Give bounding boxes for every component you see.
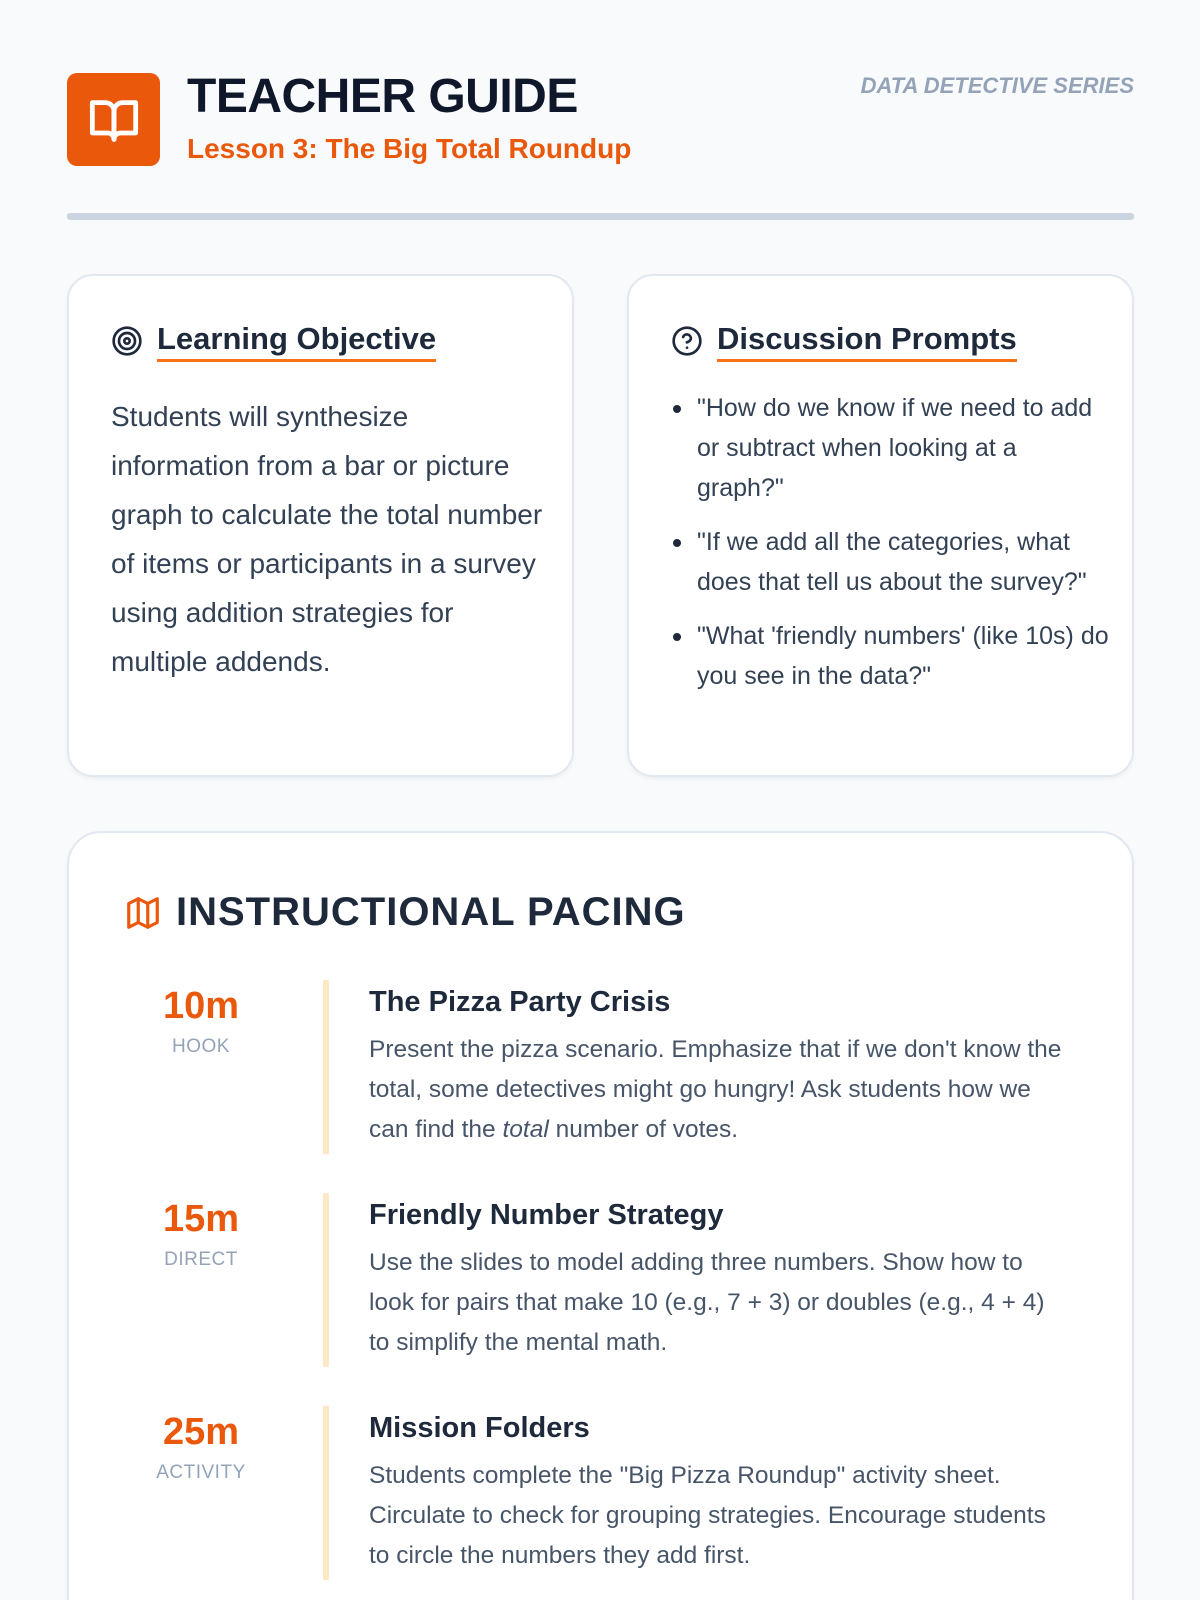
lesson-subtitle: Lesson 3: The Big Total Roundup bbox=[187, 133, 632, 164]
pacing-phase: DIRECT bbox=[164, 1249, 238, 1270]
discussion-prompts-title: Discussion Prompts bbox=[717, 320, 1017, 362]
pacing-phase: ACTIVITY bbox=[156, 1462, 246, 1483]
pacing-step-title: Friendly Number Strategy bbox=[369, 1199, 724, 1231]
pacing-divider bbox=[323, 1406, 329, 1580]
pacing-step-title: The Pizza Party Crisis bbox=[369, 986, 671, 1018]
description-emphasis: total bbox=[502, 1116, 549, 1143]
pacing-phase: HOOK bbox=[172, 1036, 230, 1057]
pacing-minutes: 10m bbox=[162, 985, 240, 1027]
pacing-step-title: Mission Folders bbox=[369, 1412, 590, 1444]
pacing-divider bbox=[323, 1193, 329, 1367]
pacing-step-activity bbox=[69, 1406, 1136, 1582]
discussion-prompts-card bbox=[627, 274, 1134, 777]
description-text: Present the pizza scenario. Emphasize that if we don't know the total, some detectives might go hungry! Ask students how we can find the bbox=[369, 1036, 1062, 1143]
pacing-divider bbox=[323, 980, 329, 1154]
pacing-time bbox=[121, 1197, 281, 1271]
instructional-pacing-title: INSTRUCTIONAL PACING bbox=[176, 890, 686, 934]
pacing-step-hook bbox=[69, 980, 1136, 1156]
map-icon bbox=[124, 894, 162, 932]
pacing-content bbox=[369, 1197, 1069, 1363]
open-book-icon bbox=[88, 94, 140, 146]
discussion-prompts-list bbox=[669, 388, 1109, 710]
pacing-time bbox=[121, 984, 281, 1058]
target-icon bbox=[111, 325, 143, 357]
prompt-item: "How do we know if we need to add or subtract when looking at a graph?" bbox=[669, 388, 1109, 508]
learning-objective-card bbox=[67, 274, 574, 777]
header-divider bbox=[67, 213, 1134, 220]
pacing-minutes: 15m bbox=[162, 1198, 240, 1240]
pacing-step-description bbox=[369, 1030, 1069, 1150]
pacing-content bbox=[369, 1410, 1069, 1576]
pacing-time bbox=[121, 1410, 281, 1484]
pacing-step-description: Use the slides to model adding three numbers. Show how to look for pairs that make 10 (e.g., 7 + 3) or doubles (e.g., 4 + 4) to simplify the mental math. bbox=[369, 1249, 1045, 1356]
learning-objective-text: Students will synthesize information from a bar or picture graph to calculate the total number of items or participants in a survey using addition strategies for multiple addends. bbox=[111, 401, 543, 677]
learning-objective-title: Learning Objective bbox=[157, 320, 436, 362]
pacing-step-direct bbox=[69, 1193, 1136, 1369]
prompt-item: "If we add all the categories, what does that tell us about the survey?" bbox=[669, 522, 1109, 602]
series-label: DATA DETECTIVE SERIES bbox=[860, 73, 1134, 98]
discussion-prompts-heading bbox=[671, 320, 1017, 362]
description-text: number of votes. bbox=[548, 1116, 739, 1143]
learning-objective-heading bbox=[111, 320, 436, 362]
pacing-content bbox=[369, 984, 1069, 1150]
page-header bbox=[67, 70, 1134, 173]
question-circle-icon bbox=[671, 325, 703, 357]
instructional-pacing-heading bbox=[124, 890, 686, 935]
prompt-item: "What 'friendly numbers' (like 10s) do you see in the data?" bbox=[669, 616, 1109, 696]
logo-badge bbox=[67, 73, 160, 166]
pacing-step-description: Students complete the "Big Pizza Roundup" activity sheet. Circulate to check for grouping strategies. Encourage students to circle the numbers they add first. bbox=[369, 1462, 1046, 1569]
page-title: TEACHER GUIDE bbox=[187, 70, 578, 123]
instructional-pacing-card bbox=[67, 831, 1134, 1600]
pacing-minutes: 25m bbox=[162, 1411, 240, 1453]
